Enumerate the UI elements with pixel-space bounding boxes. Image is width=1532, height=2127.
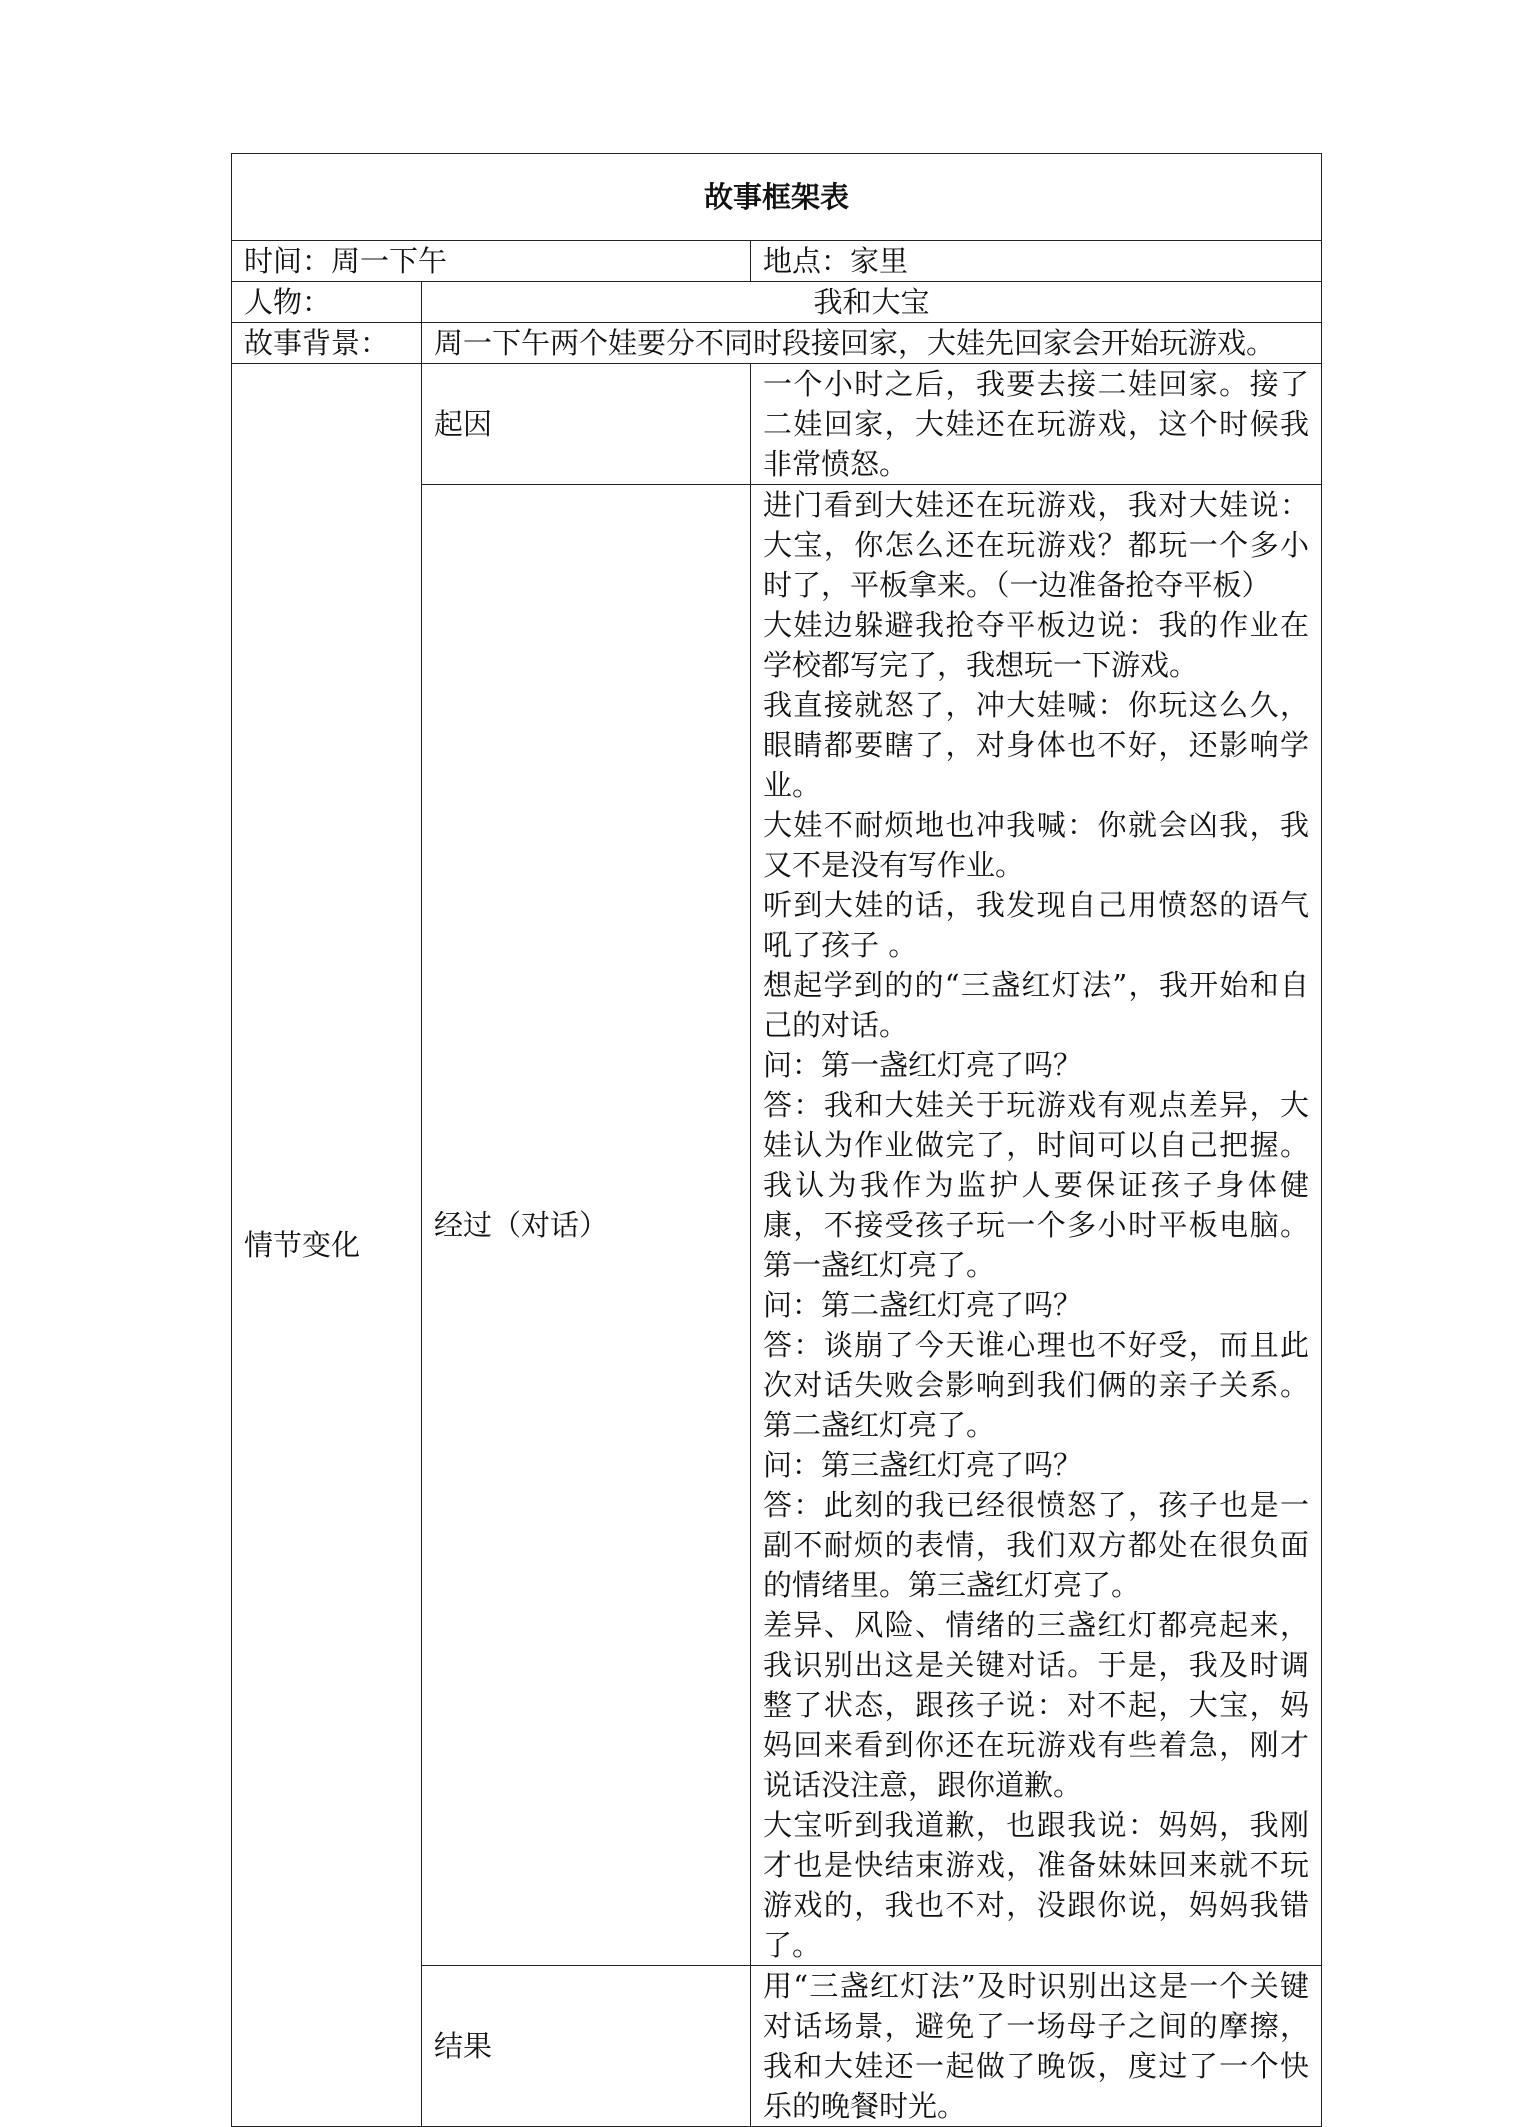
result-paragraph: 用“三盏红灯法”及时识别出这是一个关键对话场景，避免了一场母子之间的摩擦，我和大娃还一起做了晚饭，度过了一个快乐的晚餐时光。 bbox=[763, 1969, 1310, 2123]
plot-label: 情节变化 bbox=[232, 364, 422, 2127]
place-cell: 地点：家里 bbox=[751, 241, 1322, 282]
process-paragraph: 大宝听到我道歉，也跟我说：妈妈，我刚才也是快结束游戏，准备妹妹回来就不玩游戏的，我也不对，没跟你说，妈妈我错了。 bbox=[763, 1808, 1310, 1962]
process-paragraph: 差异、风险、情绪的三盏红灯都亮起来，我识别出这是关键对话。于是，我及时调整了状态，跟孩子说：对不起，大宝，妈妈回来看到你还在玩游戏有些着急，刚才说话没注意，跟你道歉。 bbox=[763, 1608, 1310, 1802]
process-paragraph: 问：第一盏红灯亮了吗？ bbox=[763, 1048, 1083, 1082]
story-framework-table bbox=[231, 153, 1322, 2127]
process-label: 经过（对话） bbox=[422, 485, 751, 1966]
process-paragraph: 问：第三盏红灯亮了吗？ bbox=[763, 1448, 1083, 1482]
process-paragraph: 大娃不耐烦地也冲我喊：你就会凶我，我又不是没有写作业。 bbox=[763, 808, 1310, 882]
cause-paragraph: 一个小时之后，我要去接二娃回家。接了二娃回家，大娃还在玩游戏，这个时候我非常愤怒。 bbox=[763, 367, 1310, 481]
background-label: 故事背景： bbox=[232, 323, 422, 364]
process-paragraph: 答：我和大娃关于玩游戏有观点差异，大娃认为作业做完了，时间可以自己把握。我认为我作为监护人要保证孩子身体健康，不接受孩子玩一个多小时平板电脑。第一盏红灯亮了。 bbox=[763, 1088, 1310, 1282]
characters-value: 我和大宝 bbox=[422, 282, 1322, 323]
process-paragraph: 答：此刻的我已经很愤怒了，孩子也是一副不耐烦的表情，我们双方都处在很负面的情绪里。第三盏红灯亮了。 bbox=[763, 1488, 1310, 1602]
process-paragraph: 我直接就怒了，冲大娃喊：你玩这么久，眼睛都要瞎了，对身体也不好，还影响学业。 bbox=[763, 688, 1310, 802]
process-paragraph: 问：第二盏红灯亮了吗？ bbox=[763, 1288, 1083, 1322]
result-text bbox=[751, 1966, 1322, 2127]
time-cell: 时间：周一下午 bbox=[232, 241, 751, 282]
cause-text bbox=[751, 364, 1322, 485]
table-title: 故事框架表 bbox=[232, 154, 1322, 241]
process-paragraph: 想起学到的的“三盏红灯法”，我开始和自己的对话。 bbox=[763, 968, 1310, 1042]
process-paragraph: 进门看到大娃还在玩游戏，我对大娃说：大宝，你怎么还在玩游戏？都玩一个多小时了，平板拿来。（一边准备抢夺平板） bbox=[763, 488, 1310, 602]
cause-label: 起因 bbox=[422, 364, 751, 485]
characters-label: 人物： bbox=[232, 282, 422, 323]
process-paragraph: 听到大娃的话，我发现自己用愤怒的语气吼了孩子 。 bbox=[763, 888, 1310, 962]
result-label: 结果 bbox=[422, 1966, 751, 2127]
background-value: 周一下午两个娃要分不同时段接回家，大娃先回家会开始玩游戏。 bbox=[422, 323, 1322, 364]
process-paragraph: 答：谈崩了今天谁心理也不好受，而且此次对话失败会影响到我们俩的亲子关系。第二盏红灯亮了。 bbox=[763, 1328, 1310, 1442]
process-text bbox=[751, 485, 1322, 1966]
process-paragraph: 大娃边躲避我抢夺平板边说：我的作业在学校都写完了，我想玩一下游戏。 bbox=[763, 608, 1310, 682]
